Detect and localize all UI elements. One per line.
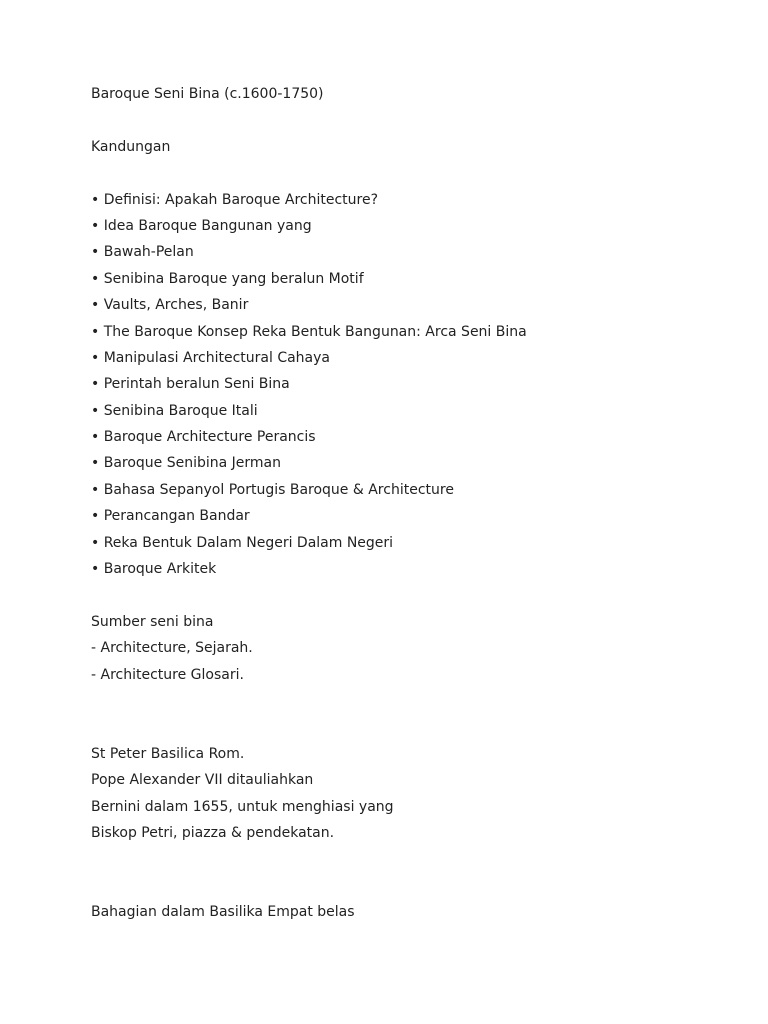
list-item: • Manipulasi Architectural Cahaya [91,349,330,366]
paragraph-line: St Peter Basilica Rom. [91,745,245,762]
document-title: Baroque Seni Bina (c.1600-1750) [91,86,324,102]
paragraph-line: Pope Alexander VII ditauliahkan [91,772,314,789]
spacer [91,163,731,189]
list-item: - Architecture Glosari. [91,666,244,683]
paragraph-line: Biskop Petri, piazza & pendekatan. [91,824,335,841]
paragraph [91,744,731,850]
document-page [91,84,731,929]
spacer [91,691,731,744]
sources-heading: Sumber seni bina [91,613,214,630]
list-item: - Architecture, Sejarah. [91,640,253,657]
list-item: • Baroque Senibina Jerman [91,455,282,472]
contents-list [91,190,731,586]
list-item: • Bawah-Pelan [91,244,194,261]
spacer [91,585,731,611]
list-item: • Definisi: Apakah Baroque Architecture? [91,191,378,208]
list-item: • Reka Bentuk Dalam Negeri Dalam Negeri [91,534,394,551]
list-item: • Senibina Baroque Itali [91,402,258,419]
sources-list [91,638,731,691]
list-item: • Idea Baroque Bangunan yang [91,217,312,234]
final-line: Bahagian dalam Basilika Empat belas [91,904,355,921]
list-item: • Baroque Arkitek [91,561,217,578]
list-item: • Bahasa Sepanyol Portugis Baroque & Architecture [91,481,454,498]
list-item: • The Baroque Konsep Reka Bentuk Bangunan: Arca Seni Bina [91,323,527,340]
list-item: • Vaults, Arches, Banir [91,297,249,314]
list-item: • Perancangan Bandar [91,508,250,525]
list-item: • Senibina Baroque yang beralun Motif [91,270,364,287]
spacer [91,110,731,136]
contents-heading: Kandungan [91,138,171,155]
paragraph-line: Bernini dalam 1655, untuk menghiasi yang [91,798,394,815]
spacer [91,849,731,902]
list-item: • Perintah beralun Seni Bina [91,376,290,393]
list-item: • Baroque Architecture Perancis [91,429,316,446]
